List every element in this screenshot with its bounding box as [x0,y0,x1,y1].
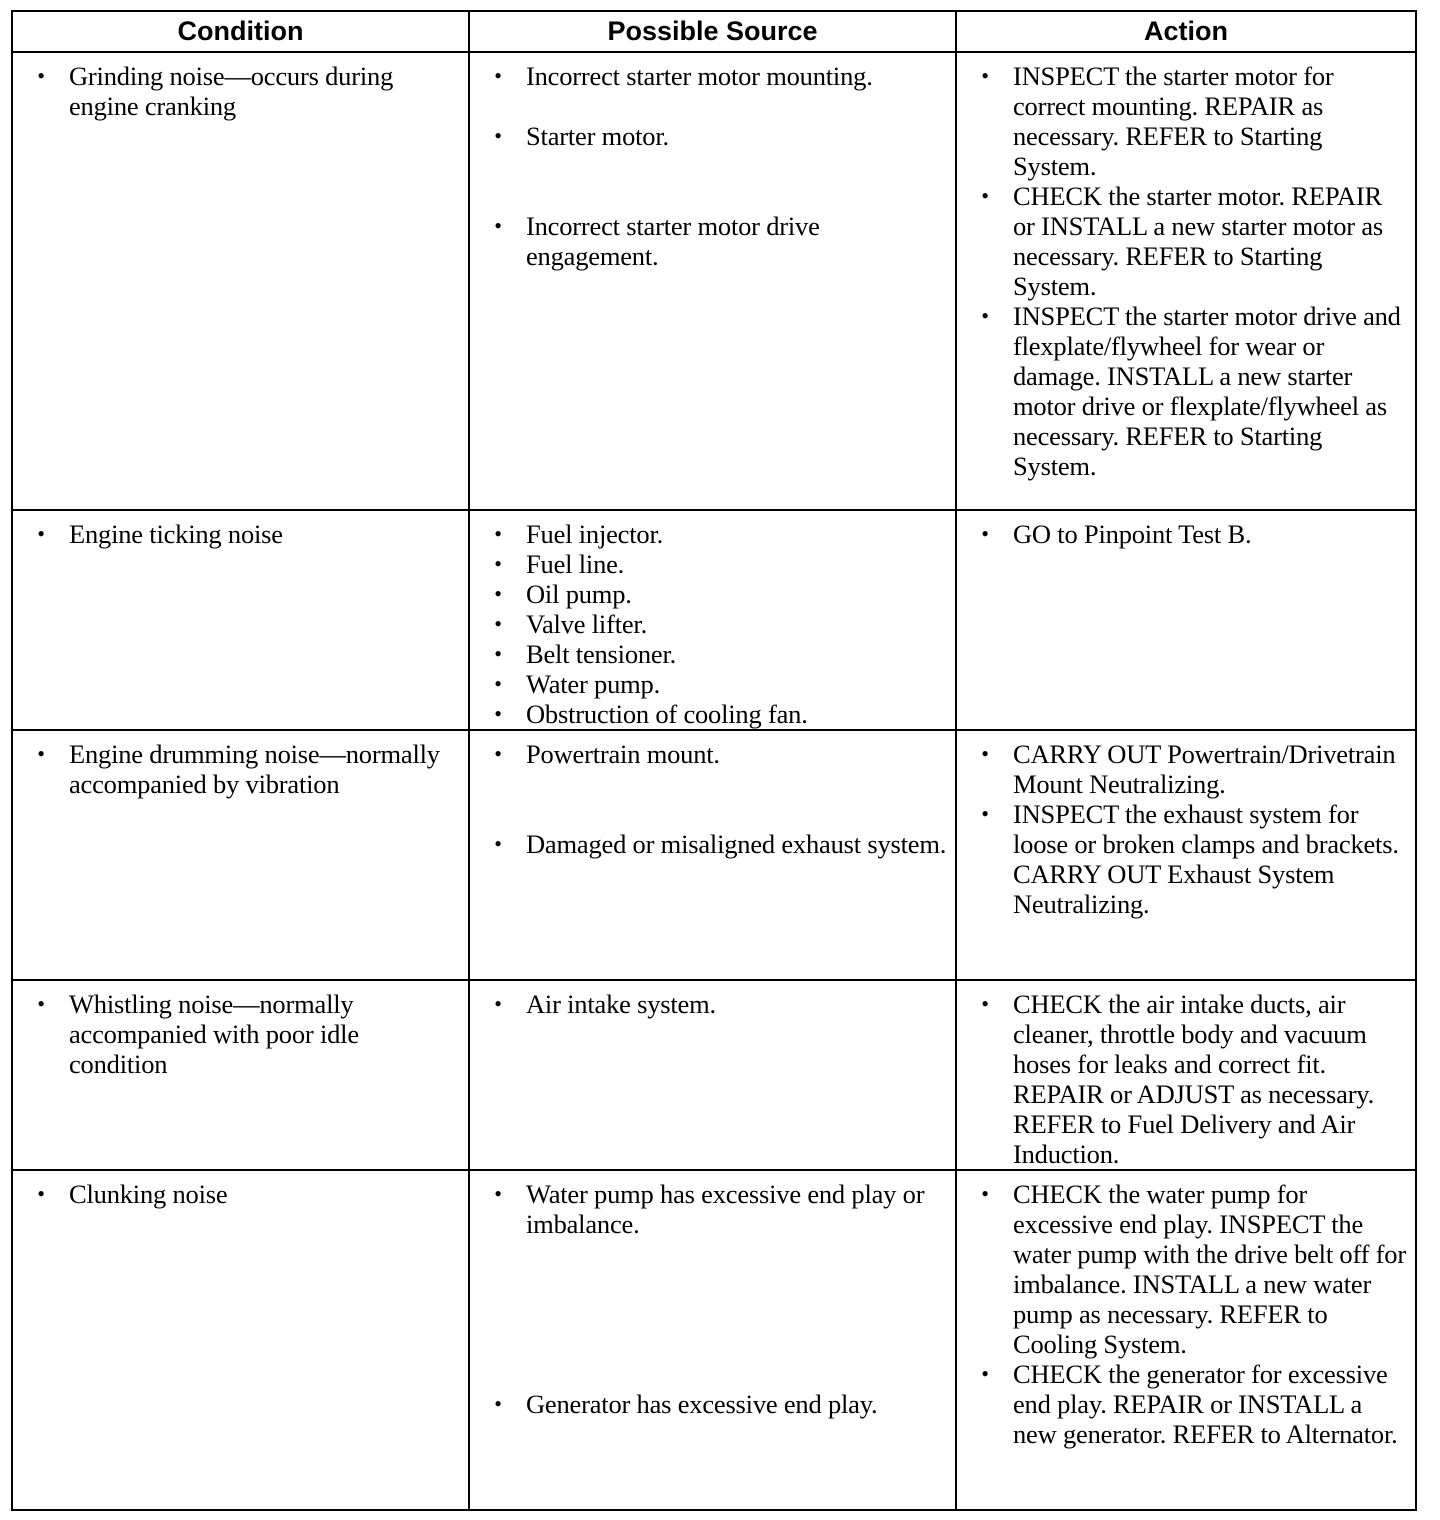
source-item [478,989,947,1019]
table-row [12,510,1416,730]
bullet-icon: • [981,521,989,546]
bullet-icon: • [981,183,989,208]
bullet-icon: • [494,611,502,636]
diagnosis-table [11,10,1417,1511]
action-text: CARRY OUT Powertrain/Drivetrain Mount Neutralizing. [1013,739,1396,799]
header-row [12,11,1416,52]
bullet-icon: • [37,1181,45,1206]
source-text: Powertrain mount. [526,739,720,769]
source-item [478,739,947,769]
source-text: Generator has excessive end play. [526,1389,878,1419]
bullet-icon: • [981,1181,989,1206]
source-cell [469,52,956,510]
action-text: CHECK the air intake ducts, air cleaner, throttle body and vacuum hoses for leaks and correct fit. REPAIR or ADJUST as necessary. REFER to Fuel Delivery and Air Induction. [1013,989,1375,1169]
bullet-icon: • [494,551,502,576]
bullet-icon: • [494,1391,502,1416]
table-row [12,52,1416,510]
bullet-icon: • [494,741,502,766]
bullet-icon: • [494,641,502,666]
bullet-icon: • [494,1181,502,1206]
bullet-icon: • [981,63,989,88]
source-cell [469,730,956,980]
action-text: CHECK the starter motor. REPAIR or INSTALL a new starter motor as necessary. REFER to Starting System. [1013,181,1384,301]
table-row [12,1170,1416,1510]
action-item [965,61,1407,181]
bullet-icon: • [494,581,502,606]
bullet-icon: • [37,521,45,546]
action-item [965,739,1407,799]
action-text: INSPECT the exhaust system for loose or broken clamps and brackets. CARRY OUT Exhaust System Neutralizing. [1013,799,1399,919]
bullet-icon: • [981,801,989,826]
action-item [965,519,1407,549]
action-cell [956,510,1416,730]
source-item [478,121,947,151]
source-text: Incorrect starter motor drive engagement. [526,211,820,271]
condition-item [21,1179,460,1209]
bullet-icon: • [494,123,502,148]
source-item [478,669,947,699]
action-text: GO to Pinpoint Test B. [1013,519,1252,549]
table-row [12,980,1416,1170]
condition-text: Grinding noise—occurs during engine cranking [69,61,394,121]
source-text: Damaged or misaligned exhaust system. [526,829,947,859]
header-action: Action [956,11,1416,52]
condition-cell [12,510,469,730]
header-condition: Condition [12,11,469,52]
source-cell [469,510,956,730]
bullet-icon: • [37,63,45,88]
source-text: Air intake system. [526,989,716,1019]
condition-item [21,989,460,1079]
bullet-icon: • [494,521,502,546]
bullet-icon: • [37,991,45,1016]
action-text: CHECK the water pump for excessive end play. INSPECT the water pump with the drive belt off for imbalance. INSTALL a new water pump as necessary. REFER to Cooling System. [1013,1179,1406,1359]
bullet-icon: • [494,63,502,88]
source-cell [469,1170,956,1510]
source-item [478,1389,947,1419]
condition-cell [12,1170,469,1510]
header-possible-source: Possible Source [469,11,956,52]
action-text: INSPECT the starter motor drive and flexplate/flywheel for wear or damage. INSTALL a new starter motor drive or flexplate/flywheel as necessary. REFER to Starting System. [1013,301,1401,481]
action-cell [956,1170,1416,1510]
source-item [478,519,947,549]
action-text: CHECK the generator for excessive end play. REPAIR or INSTALL a new generator. REFER to Alternator. [1013,1359,1398,1449]
source-text: Starter motor. [526,121,669,151]
source-text: Obstruction of cooling fan. [526,699,808,729]
source-text: Water pump has excessive end play or imbalance. [526,1179,925,1239]
action-cell [956,980,1416,1170]
source-item [478,549,947,579]
condition-item [21,61,460,121]
condition-item [21,519,460,549]
source-text: Water pump. [526,669,661,699]
bullet-icon: • [494,701,502,726]
action-cell [956,730,1416,980]
source-item [478,609,947,639]
action-item [965,301,1407,481]
bullet-icon: • [494,671,502,696]
source-text: Incorrect starter motor mounting. [526,61,873,91]
action-cell [956,52,1416,510]
bullet-icon: • [981,991,989,1016]
source-text: Belt tensioner. [526,639,677,669]
condition-cell [12,980,469,1170]
condition-cell [12,52,469,510]
source-item [478,639,947,669]
action-item [965,1179,1407,1359]
source-item [478,579,947,609]
bullet-icon: • [981,1361,989,1386]
action-item [965,989,1407,1169]
table-row [12,730,1416,980]
source-cell [469,980,956,1170]
action-item [965,181,1407,301]
condition-item [21,739,460,799]
condition-text: Clunking noise [69,1179,228,1209]
action-item [965,799,1407,919]
action-text: INSPECT the starter motor for correct mounting. REPAIR as necessary. REFER to Starting System. [1013,61,1334,181]
source-text: Fuel injector. [526,519,664,549]
source-text: Valve lifter. [526,609,648,639]
condition-text: Whistling noise—normally accompanied with poor idle condition [69,989,359,1079]
condition-text: Engine drumming noise—normally accompanied by vibration [69,739,440,799]
source-item [478,699,947,729]
source-text: Oil pump. [526,579,632,609]
bullet-icon: • [981,303,989,328]
source-item [478,1179,947,1239]
condition-cell [12,730,469,980]
bullet-icon: • [37,741,45,766]
bullet-icon: • [494,991,502,1016]
bullet-icon: • [494,213,502,238]
source-item [478,211,947,271]
action-item [965,1359,1407,1449]
source-item [478,829,947,859]
source-text: Fuel line. [526,549,625,579]
bullet-icon: • [494,831,502,856]
condition-text: Engine ticking noise [69,519,283,549]
source-item [478,61,947,91]
bullet-icon: • [981,741,989,766]
